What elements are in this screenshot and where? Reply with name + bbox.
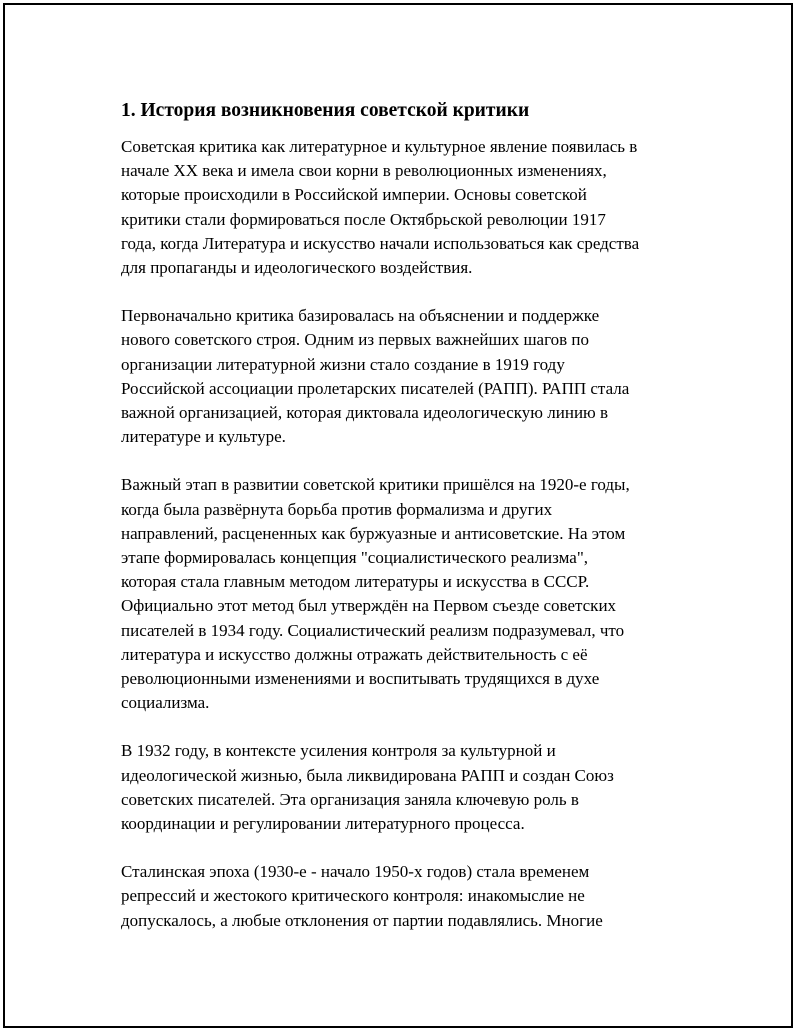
- section-heading: 1. История возникновения советской критики: [121, 100, 530, 121]
- document-page: [3, 3, 793, 1028]
- text-line: организации литературной жизни стало создание в 1919 году: [121, 354, 565, 374]
- text-line: которая стала главным методом литературы и искусства в СССР.: [121, 572, 590, 592]
- paragraph-3: [121, 473, 696, 715]
- text-line: Сталинская эпоха (1930-е - начало 1950-х годов) стала временем: [121, 862, 590, 882]
- text-line: писателей в 1934 году. Социалистический реализм подразумевал, что: [121, 620, 625, 640]
- paragraph-2: [121, 304, 696, 449]
- text-line: нового советского строя. Одним из первых важнейших шагов по: [121, 330, 590, 350]
- text-line: репрессий и жестокого критического контроля: инакомыслие не: [121, 886, 585, 906]
- text-line: допускалось, а любые отклонения от партии подавлялись. Многие: [121, 910, 603, 930]
- document-body: [121, 97, 696, 957]
- paragraph-5: [121, 860, 696, 933]
- text-line: Первоначально критика базировалась на объяснении и поддержке: [121, 306, 600, 326]
- text-line: советских писателей. Эта организация заняла ключевую роль в: [121, 789, 579, 809]
- text-line: Важный этап в развитии советской критики пришёлся на 1920-е годы,: [121, 475, 630, 495]
- text-line: Советская критика как литературное и культурное явление появилась в: [121, 137, 638, 156]
- text-line: В 1932 году, в контексте усиления контроля за культурной и: [121, 741, 556, 761]
- text-line: для пропаганды и идеологического воздействия.: [121, 258, 473, 278]
- paragraph-4: [121, 739, 696, 836]
- text-line: года, когда Литература и искусство начали использоваться как средства: [121, 233, 640, 253]
- text-line: начале XX века и имела свои корни в революционных изменениях,: [121, 161, 607, 181]
- text-line: Российской ассоциации пролетарских писателей (РАПП). РАПП стала: [121, 378, 630, 398]
- text-line: которые происходили в Российской империи. Основы советской: [121, 185, 587, 205]
- text-line: координации и регулировании литературного процесса.: [121, 814, 525, 834]
- text-line: идеологической жизнью, была ликвидирована РАПП и создан Союз: [121, 765, 614, 785]
- text-line: социализма.: [121, 693, 210, 713]
- text-line: критики стали формироваться после Октябрьской революции 1917: [121, 209, 606, 229]
- text-line: этапе формировалась концепция "социалистического реализма",: [121, 548, 589, 568]
- paragraph-1: [121, 135, 696, 280]
- text-line: Официально этот метод был утверждён на Первом съезде советских: [121, 596, 617, 616]
- text-line: литература и искусство должны отражать действительность с её: [121, 644, 588, 664]
- text-line: направлений, расцененных как буржуазные и антисоветские. На этом: [121, 523, 626, 543]
- text-line: литературе и культуре.: [121, 427, 286, 447]
- text-line: когда была развёрнута борьба против формализма и других: [121, 499, 553, 519]
- text-line: важной организацией, которая диктовала идеологическую линию в: [121, 403, 609, 423]
- text-line: революционными изменениями и воспитывать трудящихся в духе: [121, 669, 600, 689]
